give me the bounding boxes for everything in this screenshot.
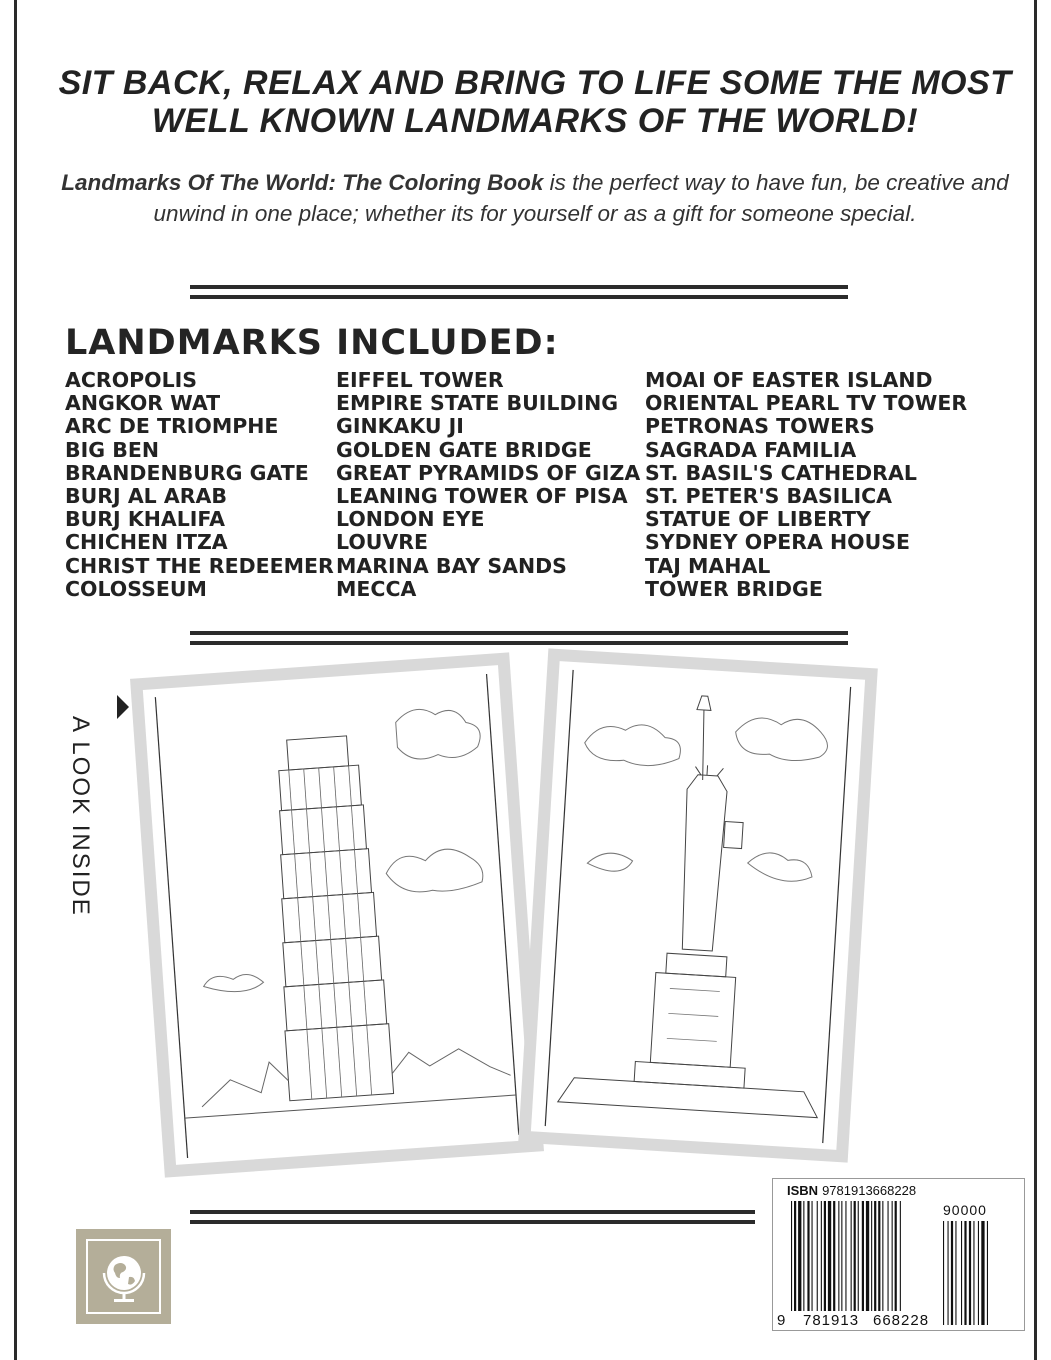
barcode-bar bbox=[882, 1201, 883, 1311]
barcode-bar bbox=[824, 1201, 826, 1311]
list-item: BRANDENBURG GATE bbox=[65, 460, 309, 485]
list-item: CHICHEN ITZA bbox=[65, 530, 228, 555]
list-item: ORIENTAL PEARL TV TOWER bbox=[645, 391, 968, 416]
barcode-addon-bar bbox=[951, 1221, 953, 1325]
barcode-addon-bar bbox=[973, 1221, 974, 1325]
barcode-bar bbox=[854, 1201, 856, 1311]
list-item: ST. PETER'S BASILICA bbox=[645, 484, 893, 509]
statue-of-liberty-illustration bbox=[531, 661, 865, 1150]
barcode-bar bbox=[845, 1201, 846, 1311]
barcode-bar bbox=[821, 1201, 822, 1311]
list-item: BURJ KHALIFA bbox=[65, 507, 225, 532]
barcode-bar bbox=[871, 1201, 872, 1311]
barcode-bar bbox=[866, 1201, 869, 1311]
barcode-bar bbox=[862, 1201, 864, 1311]
barcode-bar bbox=[892, 1201, 893, 1311]
isbn-number: 9781913668228 bbox=[822, 1183, 917, 1198]
leaning-tower-illustration bbox=[143, 665, 531, 1165]
barcode-bar bbox=[833, 1201, 835, 1311]
list-item: COLOSSEUM bbox=[65, 576, 207, 601]
barcode-digit-prefix: 9 bbox=[777, 1312, 787, 1329]
barcode-addon-bar bbox=[948, 1221, 949, 1325]
list-item: GINKAKU JI bbox=[336, 414, 464, 439]
list-item: LOUVRE bbox=[336, 530, 429, 555]
list-item: ACROPOLIS bbox=[65, 368, 198, 392]
barcode-bar bbox=[798, 1201, 801, 1311]
list-item: PETRONAS TOWERS bbox=[645, 414, 875, 439]
landmarks-column-3 bbox=[645, 369, 967, 601]
list-item: STATUE OF LIBERTY bbox=[645, 507, 871, 532]
barcode-bar bbox=[841, 1201, 842, 1311]
list-item: SAGRADA FAMILIA bbox=[645, 437, 857, 462]
barcode-bar bbox=[838, 1201, 839, 1311]
barcode-bar bbox=[812, 1201, 813, 1311]
divider-bottom bbox=[190, 1210, 755, 1224]
preview-page-liberty bbox=[518, 648, 878, 1162]
divider-top bbox=[190, 285, 848, 299]
list-item: SYDNEY OPERA HOUSE bbox=[645, 530, 911, 555]
barcode-addon-bar bbox=[987, 1221, 988, 1325]
barcode-bar bbox=[828, 1201, 831, 1311]
barcode-bar bbox=[895, 1201, 897, 1311]
barcode-bar bbox=[888, 1201, 889, 1311]
look-inside-label: A LOOK INSIDE bbox=[67, 716, 94, 917]
barcode-addon-bar bbox=[964, 1221, 966, 1325]
isbn-barcode bbox=[772, 1178, 1025, 1331]
barcode-addon-bar bbox=[961, 1221, 962, 1325]
barcode-bar bbox=[900, 1201, 901, 1311]
list-item: MECCA bbox=[336, 576, 417, 601]
intro-paragraph bbox=[60, 167, 1010, 229]
list-item: GOLDEN GATE BRIDGE bbox=[336, 437, 592, 462]
list-item: EMPIRE STATE BUILDING bbox=[336, 391, 619, 416]
list-item: TAJ MAHAL bbox=[645, 553, 771, 578]
preview-page-pisa bbox=[130, 652, 544, 1177]
list-item: ARC DE TRIOMPHE bbox=[65, 414, 279, 439]
list-item: MARINA BAY SANDS bbox=[336, 553, 567, 578]
barcode-bar bbox=[858, 1201, 859, 1311]
book-title: Landmarks Of The World: The Coloring Book bbox=[61, 170, 544, 195]
barcode-bars bbox=[773, 1179, 1026, 1332]
barcode-addon-bar bbox=[955, 1221, 956, 1325]
list-item: BURJ AL ARAB bbox=[65, 484, 228, 509]
list-item: ST. BASIL'S CATHEDRAL bbox=[645, 460, 917, 485]
barcode-bar bbox=[791, 1201, 792, 1311]
barcode-addon-bar bbox=[981, 1221, 984, 1325]
list-item: EIFFEL TOWER bbox=[336, 368, 504, 392]
list-item: CHRIST THE REDEEMER bbox=[65, 553, 334, 578]
price-code: 90000 bbox=[943, 1202, 987, 1218]
list-item: LONDON EYE bbox=[336, 507, 485, 532]
barcode-bar bbox=[874, 1201, 876, 1311]
headline: SIT BACK, RELAX AND BRING TO LIFE SOME THE MOST WELL KNOWN LANDMARKS OF THE WORLD! bbox=[58, 64, 1012, 140]
intro-text: is the perfect way to have fun, be creative and unwind in one place; whether its for yourself or as a gift for someone special. bbox=[153, 170, 1009, 226]
barcode-digits-right: 668228 bbox=[873, 1312, 930, 1329]
list-item: GREAT PYRAMIDS OF GIZA bbox=[336, 460, 641, 485]
isbn-label: ISBN bbox=[787, 1183, 819, 1198]
right-border bbox=[1034, 0, 1051, 1360]
list-item: MOAI OF EASTER ISLAND bbox=[645, 368, 933, 392]
globe-icon bbox=[88, 1241, 159, 1312]
barcode-bar bbox=[851, 1201, 852, 1311]
divider-middle bbox=[190, 631, 848, 645]
barcode-addon-bar bbox=[969, 1221, 971, 1325]
barcode-bar bbox=[817, 1201, 818, 1311]
barcode-addon-bar bbox=[978, 1221, 979, 1325]
landmarks-title: LANDMARKS INCLUDED: bbox=[65, 323, 559, 363]
barcode-bar bbox=[803, 1201, 804, 1311]
left-border bbox=[0, 0, 17, 1360]
arrow-right-icon bbox=[116, 694, 130, 720]
list-item: LEANING TOWER OF PISA bbox=[336, 484, 628, 509]
list-item: ANGKOR WAT bbox=[65, 391, 221, 416]
barcode-bar bbox=[878, 1201, 880, 1311]
list-item: BIG BEN bbox=[65, 437, 160, 462]
barcode-digits-left: 781913 bbox=[803, 1312, 860, 1329]
landmarks-column-1 bbox=[65, 369, 334, 601]
barcode-addon-bar bbox=[943, 1221, 944, 1325]
landmarks-column-2 bbox=[336, 369, 640, 601]
list-item: TOWER BRIDGE bbox=[645, 576, 823, 601]
barcode-bar bbox=[794, 1201, 796, 1311]
publisher-logo bbox=[76, 1229, 171, 1324]
barcode-bar bbox=[807, 1201, 809, 1311]
